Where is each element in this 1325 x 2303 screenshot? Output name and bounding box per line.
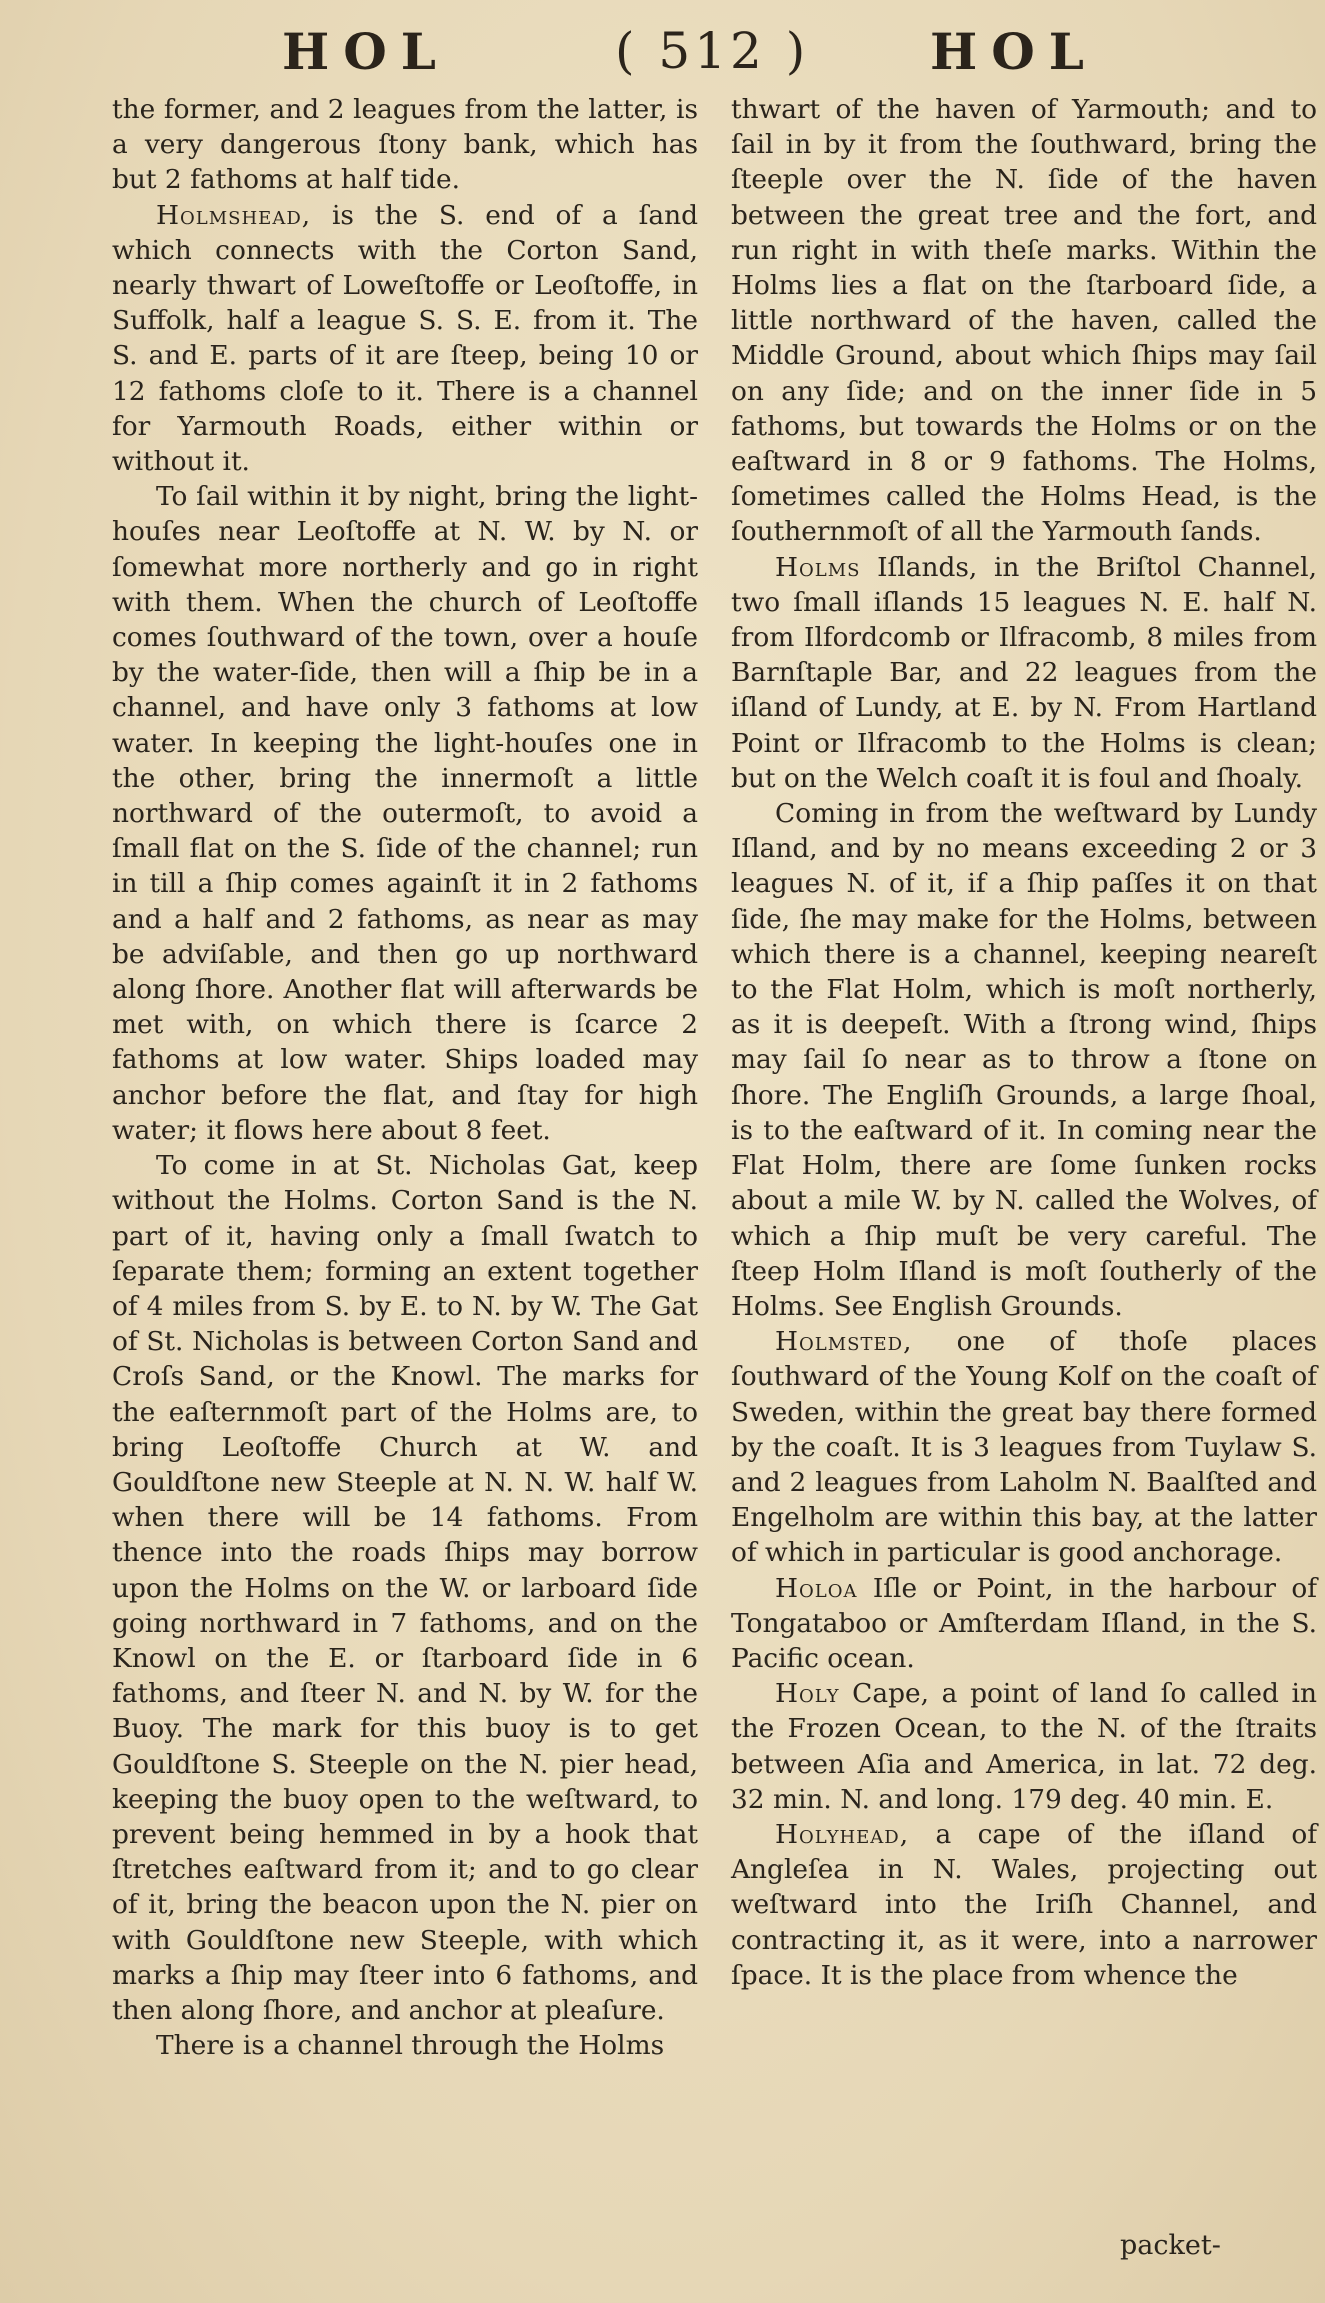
entry-head: Holyhead, [775,1818,910,1850]
header-left-word: HOL [282,22,450,81]
paragraph-text: the former, and 2 leagues from the latter, is a very dangerous ſtony bank, which has but 2 fathoms at half tide. [112,94,698,196]
paragraph-text: Iſlands, in the Briſtol Channel, two ſmall iſlands 15 leagues N. E. half N. from Ilfordcomb or Ilfracomb, 8 miles from Barnſtaple Bar, and 22 leagues from the iſland of Lundy, at E. by N. From Hartland Point or Ilfracomb to the Holms is clean; but on the Welch coaſt it is foul and ſhoaly. [731,551,1317,794]
paragraph [731,796,1317,1324]
paragraph-text: a cape of the iſland of Angleſea in N. Wales, projecting out weſtward into the Iriſh Channel, and contracting it, as it were, into a narrower ſpace. It is the place from whence the [731,1818,1317,1991]
paragraph [731,1571,1317,1677]
paragraph-text: To come in at St. Nicholas Gat, keep without the Holms. Corton Sand is the N. part of it, having only a ſmall ſwatch to ſeparate them; forming an extent together of 4 miles from S. by E. to N. by W. The Gat of St. Nicholas is between Corton Sand and Croſs Sand, or the Knowl. The marks for the eaſternmoſt part of the Holms are, to bring Leoſtoffe Church at W. and Gouldſtone new Steeple at N. N. W. half W. when there will be 14 fathoms. From thence into the roads ſhips may borrow upon the Holms on the W. or larboard ſide going northward in 7 fathoms, and on the Knowl on the E. or ſtarboard ſide in 6 fathoms, and ſteer N. and N. by W. for the Buoy. The mark for this buoy is to get Gouldſtone S. Steeple on the N. pier head, keeping the buoy open to the weſtward, to prevent being hemmed in by a hook that ſtretches eaſtward from it; and to go clear of it, bring the beacon upon the N. pier on with Gouldſtone new Steeple, with which marks a ſhip may ſteer into 6 fathoms, and then along ſhore, and anchor at pleaſure. [112,1150,698,2026]
entry-head: Holy [775,1678,840,1710]
paragraph [112,92,698,198]
page-number: ( 512 ) [615,22,810,80]
paragraph [731,1817,1317,1993]
paragraph [112,198,698,480]
catchword: packet- [1120,2230,1221,2261]
entry-head: Holmsted, [775,1326,913,1358]
left-column [112,92,698,2063]
entry-head: Holms [775,551,861,583]
paragraph [112,2028,698,2063]
paragraph [112,1148,698,2028]
running-header [0,22,1325,82]
paragraph [731,1676,1317,1817]
header-right-word: HOL [930,22,1098,81]
paragraph [731,550,1317,796]
entry-head: Holmshead, [156,199,312,231]
paragraph-text: To ſail within it by night, bring the light-houſes near Leoſtoffe at N. W. by N. or ſomewhat more northerly and go in right with them. When the church of Leoſtoffe comes ſouthward of the town, over a houſe by the water-ſide, then will a ſhip be in a channel, and have only 3 fathoms at low water. In keeping the light-houſes one in the other, bring the innermoſt a little northward of the outermoſt, to avoid a ſmall flat on the S. ſide of the channel; run in till a ſhip comes againſt it in 2 fathoms and a half and 2 fathoms, as near as may be adviſable, and then go up northward along ſhore. Another flat will afterwards be met with, on which there is ſcarce 2 fathoms at low water. Ships loaded may anchor before the flat, and ſtay for high water; it flows here about 8 feet. [112,481,698,1146]
entry-head: Holoa [775,1572,858,1604]
paragraph-text: Coming in from the weſtward by Lundy Iſland, and by no means exceeding 2 or 3 leagues N. of it, if a ſhip paſſes it on that ſide, ſhe may make for the Holms, between which there is a channel, keeping neareſt to the Flat Holm, which is moſt northerly, as it is deepeſt. With a ſtrong wind, ſhips may ſail ſo near as to throw a ſtone on ſhore. The Engliſh Grounds, a large ſhoal, is to the eaſtward of it. In coming near the Flat Holm, there are ſome ſunken rocks about a mile W. by N. called the Wolves, of which a ſhip muſt be very careful. The ſteep Holm Iſland is moſt ſoutherly of the Holms. See English Grounds. [731,798,1317,1322]
paragraph [731,1324,1317,1570]
paragraph [112,479,698,1148]
right-column [731,92,1317,1993]
paragraph-text: one of thoſe places ſouthward of the Young Kolf on the coaſt of Sweden, within the great bay there formed by the coaſt. It is 3 leagues from Tuylaw S. and 2 leagues from Laholm N. Baalſted and Engelholm are within this bay, at the latter of which in particular is good anchorage. [731,1326,1317,1569]
paragraph-text: thwart of the haven of Yarmouth; and to ſail in by it from the ſouthward, bring the ſteeple over the N. ſide of the haven between the great tree and the fort, and run right in with theſe marks. Within the Holms lies a flat on the ſtarboard ſide, a little northward of the haven, called the Middle Ground, about which ſhips may ſail on any ſide; and on the inner ſide in 5 fathoms, but towards the Holms or on the eaſtward in 8 or 9 fathoms. The Holms, ſometimes called the Holms Head, is the ſouthernmoſt of all the Yarmouth ſands. [731,94,1317,548]
paragraph-text: Cape, a point of land ſo called in the Frozen Ocean, to the N. of the ſtraits between Aſia and America, in lat. 72 deg. 32 min. N. and long. 179 deg. 40 min. E. [731,1678,1317,1815]
paragraph-text: is the S. end of a ſand which connects with the Corton Sand, nearly thwart of Loweſtoffe or Leoſtoffe, in Suffolk, half a league S. S. E. from it. The S. and E. parts of it are ſteep, being 10 or 12 fathoms cloſe to it. There is a channel for Yarmouth Roads, either within or without it. [112,199,698,478]
paragraph [731,92,1317,550]
paragraph-text: There is a channel through the Holms [156,2030,665,2062]
paragraph-text: Iſle or Point, in the harbour of Tongataboo or Amſterdam Iſland, in the S. Pacific ocean. [731,1572,1317,1674]
